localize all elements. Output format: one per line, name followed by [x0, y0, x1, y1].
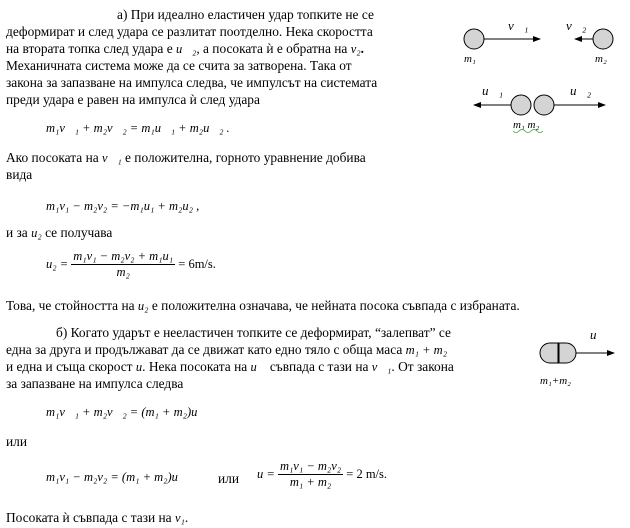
symbol-v1-vec: v⃗₁	[371, 360, 392, 374]
text-fragment: и за	[6, 225, 32, 240]
eq3-denominator: m₂	[116, 265, 130, 279]
text-fragment: съвпада с тази на	[266, 359, 372, 374]
para-a-line3: на втората топка след удара е u⃗₂, а посоката ѝ е обратна на v₂.	[6, 41, 364, 56]
eq3-lhs: u₂ =	[46, 257, 69, 271]
equation-3	[46, 249, 216, 280]
text-fragment: Посоката ѝ съвпада с тази на	[6, 510, 175, 525]
para-b-line1: б) Когато ударът е нееластичен топките се деформират, “залепват” се	[56, 325, 451, 340]
eq3-result: = 6m/s.	[178, 257, 216, 271]
para-b-line2	[6, 341, 447, 359]
text-fragment: се получава	[41, 225, 113, 240]
eq3-numerator: m₁v₁ − m₂v₂ + m₁u₁	[73, 249, 174, 263]
label-u1: u⃗₁	[482, 83, 504, 98]
label-m1-before: m₁	[464, 53, 476, 65]
merged-body-left	[540, 343, 558, 363]
label-m1-plus-m2: m₁+m₂	[540, 375, 571, 387]
para-b-line4: за запазване на импулса следва	[6, 376, 184, 391]
text-fragment: една за друга и продължават да се движат като едно тяло с обща маса	[6, 342, 406, 357]
text-fragment: .	[184, 510, 189, 525]
collision-diagram	[440, 10, 620, 135]
symbol-v2: v₂	[350, 42, 361, 56]
label-v2: v⃗₂	[566, 18, 587, 33]
text-fragment: Това, че стойността на	[6, 298, 138, 313]
text-fragment: е положителна, горното уравнение добива	[121, 150, 366, 165]
equation-4: m₁v⃗₁ + m₂v⃗₂ = (m₁ + m₂)u⃗	[46, 405, 208, 419]
equation-5: m₁v₁ − m₂v₂ = (m₁ + m₂)u	[46, 470, 178, 484]
symbol-v1-vec: v⃗₁	[102, 151, 122, 165]
symbol-u-vec: u⃗	[250, 360, 267, 374]
equation-1: m₁v⃗₁ + m₂v⃗₂ = m₁u⃗₁ + m₂u⃗₂ .	[46, 121, 230, 135]
ball-m2-after	[534, 95, 554, 115]
symbol-u2: u₂	[137, 299, 149, 313]
equation-6	[257, 459, 387, 490]
or-label-1: или	[6, 434, 28, 449]
label-u: u⃗	[590, 327, 607, 342]
text-fragment: и една и съща скорост	[6, 359, 136, 374]
para-b-line3	[6, 358, 454, 376]
symbol-u: u	[135, 360, 143, 374]
symbol-v1: v₁	[174, 511, 185, 525]
para-a-line4: Механичната система може да се счита за затворена. Така от	[6, 58, 352, 73]
ball-m1-after	[511, 95, 531, 115]
eq6-fraction	[278, 459, 343, 490]
final-line	[6, 509, 188, 527]
para-a-line2: деформират и след удара се разлитат поотделно. Нека скоростта	[6, 24, 373, 39]
symbol-u2: u₂	[31, 226, 42, 240]
para-2-line1	[6, 149, 366, 167]
para-2-line2: вида	[6, 167, 33, 182]
para-a-line5: закона за запазване на импулса следва, че импулсът на системата	[6, 75, 378, 90]
label-m1m2-after: m₁ m₂	[513, 119, 540, 131]
eq6-lhs: u =	[257, 467, 275, 481]
symbol-u2-vec: u⃗₂	[175, 42, 197, 56]
symbol-masses-sum: m₁ + m₂	[405, 343, 448, 357]
text-fragment: е положителна означава, че нейната посока съвпада с избраната.	[148, 298, 520, 313]
para-a-line1: а) При идеално еластичен удар топките не се	[117, 7, 374, 22]
ball-m2-before	[593, 29, 613, 49]
para-4	[6, 297, 520, 315]
label-u2: u⃗₂	[570, 83, 592, 98]
merged-body-right	[559, 343, 576, 363]
para-3	[6, 224, 112, 242]
text-fragment: . Нека посоката на	[142, 359, 251, 374]
eq6-numerator: m₁v₁ − m₂v₂	[279, 459, 342, 473]
text-fragment: на втората топка след удара е	[6, 41, 176, 56]
text-fragment: . От закона	[391, 359, 454, 374]
para-a-line6: преди удара е равен на импулса ѝ след удара	[6, 92, 260, 107]
or-label-2: или	[218, 471, 240, 486]
label-v1: v⃗₁	[508, 18, 529, 33]
eq6-denominator: m₁ + m₂	[289, 475, 332, 489]
text-fragment: , а посоката ѝ е обратна на	[196, 41, 351, 56]
eq3-fraction	[71, 249, 175, 280]
inelastic-diagram	[530, 325, 625, 390]
label-m2-before: m₂	[595, 53, 607, 65]
text-fragment: Ако посоката на	[6, 150, 103, 165]
eq6-result: = 2 m/s.	[346, 467, 388, 481]
equation-2: m₁v₁ − m₂v₂ = −m₁u₁ + m₂u₂ ,	[46, 199, 200, 213]
ball-m1-before	[464, 29, 484, 49]
